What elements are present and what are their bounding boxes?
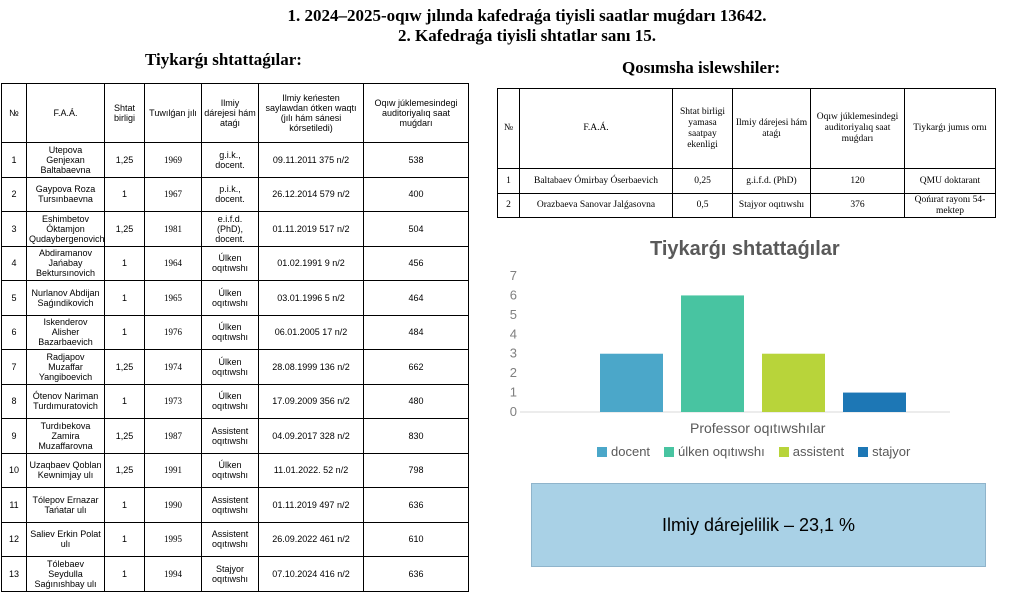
cell-degree: Assistent oqıtıwshı (202, 522, 259, 557)
cell-rate: 1,25 (105, 453, 145, 488)
cell-hours: 464 (364, 281, 469, 316)
chart-title: Tiykarǵı shtattaǵılar (650, 238, 840, 260)
table-row (2, 453, 469, 488)
cell-rate: 1 (105, 522, 145, 557)
header-cell: F.A.Á. (520, 89, 673, 169)
cell-n: 2 (2, 177, 27, 212)
header-cell: Oqıw júklemesindegi auditoriyalıq saat muǵdarı (364, 84, 469, 143)
bar-chart (490, 228, 1010, 480)
header-cell: № (2, 84, 27, 143)
cell-n: 2 (498, 194, 520, 218)
table-row (2, 488, 469, 523)
cell-elected: 07.10.2024 416 n/2 (259, 557, 364, 592)
cell-elected: 26.12.2014 579 n/2 (259, 177, 364, 212)
header-cell: № (498, 89, 520, 169)
cell-degree: g.i.f.d. (PhD) (733, 169, 811, 194)
cell-hours: 484 (364, 315, 469, 350)
cell-elected: 26.09.2022 461 n/2 (259, 522, 364, 557)
cell-rate: 1 (105, 557, 145, 592)
legend-item (858, 444, 910, 459)
extra-staff-table (497, 88, 996, 218)
cell-year: 1965 (145, 281, 202, 316)
cell-name: Eshimbetov Óktamjon Qudaybergenovich (27, 212, 105, 247)
y-tick-label: 1 (509, 384, 517, 400)
cell-rate: 1 (105, 488, 145, 523)
cell-hours: 480 (364, 384, 469, 419)
y-tick-label: 6 (509, 287, 517, 303)
legend-item (779, 444, 844, 459)
cell-hours: 830 (364, 419, 469, 454)
table-row (2, 419, 469, 454)
cell-year: 1973 (145, 384, 202, 419)
table-row (498, 169, 996, 194)
cell-hours: 662 (364, 350, 469, 385)
cell-year: 1976 (145, 315, 202, 350)
cell-elected: 11.01.2022. 52 n/2 (259, 453, 364, 488)
cell-year: 1995 (145, 522, 202, 557)
header-cell: Shtat birligi (105, 84, 145, 143)
cell-elected: 28.08.1999 136 n/2 (259, 350, 364, 385)
table-row (2, 384, 469, 419)
cell-n: 11 (2, 488, 27, 523)
cell-n: 1 (498, 169, 520, 194)
legend-label: assistent (792, 444, 845, 459)
header-cell: Ilmiy dárejesi hám ataǵı (733, 89, 811, 169)
cell-elected: 04.09.2017 328 n/2 (259, 419, 364, 454)
cell-name: Orazbaeva Sanovar Jalǵasovna (520, 194, 673, 218)
chart-x-axis-label: Professor oqıtıwshılar (690, 420, 826, 436)
cell-rate: 1 (105, 315, 145, 350)
cell-hours: 376 (811, 194, 905, 218)
cell-degree: e.i.f.d. (PhD), docent. (202, 212, 259, 247)
cell-name: Gaypova Roza Tursınbaevna (27, 177, 105, 212)
cell-name: Uzaqbaev Qoblan Kewnimjay ulı (27, 453, 105, 488)
cell-n: 7 (2, 350, 27, 385)
legend-swatch (597, 447, 607, 457)
main-staff-title: Tiykarǵı shtattaǵılar: (145, 50, 302, 69)
header-cell: F.A.Á. (27, 84, 105, 143)
cell-year: 1967 (145, 177, 202, 212)
cell-rate: 1 (105, 281, 145, 316)
cell-n: 13 (2, 557, 27, 592)
legend-label: stajyor (872, 444, 911, 459)
cell-year: 1974 (145, 350, 202, 385)
legend-swatch (858, 447, 868, 457)
table-row (2, 281, 469, 316)
cell-hours: 538 (364, 143, 469, 178)
cell-rate: 1 (105, 246, 145, 281)
cell-degree: Úlken oqıtıwshı (202, 350, 259, 385)
main-staff-table (1, 83, 469, 592)
cell-rate: 0,25 (673, 169, 733, 194)
table-row (2, 350, 469, 385)
cell-rate: 1,25 (105, 350, 145, 385)
legend-label: docent (611, 444, 651, 459)
cell-n: 8 (2, 384, 27, 419)
table-row (2, 143, 469, 178)
bar-0 (600, 354, 663, 412)
y-tick-label: 4 (509, 326, 517, 342)
table-row (498, 194, 996, 218)
y-tick-label: 5 (509, 306, 517, 322)
cell-hours: 610 (364, 522, 469, 557)
cell-elected: 01.11.2019 497 n/2 (259, 488, 364, 523)
legend-swatch (779, 447, 789, 457)
cell-hours: 120 (811, 169, 905, 194)
header-cell: Tuwılǵan jılı (145, 84, 202, 143)
cell-degree: Stajyor oqıtıwshı (202, 557, 259, 592)
legend-swatch (664, 447, 674, 457)
extra-staff-title: Qosımsha islewshiler: (622, 58, 781, 77)
bar-2 (762, 354, 825, 412)
cell-hours: 798 (364, 453, 469, 488)
legend-item (664, 444, 765, 459)
bar-3 (843, 393, 906, 412)
legend-label: úlken oqıtıwshı (678, 444, 765, 459)
legend-item (597, 444, 650, 459)
cell-name: Abdiramanov Jańabay Bektursınovich (27, 246, 105, 281)
cell-hours: 456 (364, 246, 469, 281)
cell-n: 10 (2, 453, 27, 488)
cell-elected: 17.09.2009 356 n/2 (259, 384, 364, 419)
cell-degree: Assistent oqıtıwshı (202, 419, 259, 454)
cell-year: 1987 (145, 419, 202, 454)
cell-name: Utepova Genjexan Baltabaevna (27, 143, 105, 178)
cell-name: Saliev Erkin Polat ulı (27, 522, 105, 557)
table-row (2, 177, 469, 212)
table-row (2, 557, 469, 592)
cell-name: Baltabaev Ómirbay Óserbaevich (520, 169, 673, 194)
cell-elected: 03.01.1996 5 n/2 (259, 281, 364, 316)
degree-percentage-box: Ilmiy dárejelilik – 23,1 % (531, 483, 986, 567)
cell-rate: 0,5 (673, 194, 733, 218)
cell-name: Radjapov Muzaffar Yangiboevich (27, 350, 105, 385)
cell-hours: 636 (364, 488, 469, 523)
cell-rate: 1 (105, 384, 145, 419)
page-heading (0, 6, 1024, 46)
table-header-row (2, 84, 469, 143)
heading-line-2: 2. Kafedraǵa tiyisli shtatlar sanı 15. (398, 26, 656, 45)
cell-elected: 01.02.1991 9 n/2 (259, 246, 364, 281)
cell-n: 6 (2, 315, 27, 350)
table-row (2, 246, 469, 281)
cell-year: 1994 (145, 557, 202, 592)
y-tick-label: 7 (509, 268, 517, 283)
table-row (2, 315, 469, 350)
chart-legend (597, 444, 924, 459)
cell-degree: Assistent oqıtıwshı (202, 488, 259, 523)
header-cell: Tiykarǵı jumıs ornı (905, 89, 996, 169)
cell-rate: 1,25 (105, 212, 145, 247)
cell-name: Iskenderov Alisher Bazarbaevich (27, 315, 105, 350)
cell-name: Tólebaev Seydulla Saǵınıshbay ulı (27, 557, 105, 592)
y-tick-label: 0 (509, 404, 517, 419)
cell-name: Turdıbekova Zamira Muzaffarovna (27, 419, 105, 454)
heading-line-1: 1. 2024–2025-oqıw jılında kafedraǵa tiyisli saatlar muǵdarı 13642. (287, 6, 767, 25)
cell-elected: 06.01.2005 17 n/2 (259, 315, 364, 350)
y-tick-label: 2 (509, 365, 517, 381)
y-tick-label: 3 (509, 345, 517, 361)
cell-rate: 1,25 (105, 419, 145, 454)
cell-year: 1981 (145, 212, 202, 247)
header-cell: Oqıw júklemesindegi auditoriyalıq saat muǵdarı (811, 89, 905, 169)
cell-n: 1 (2, 143, 27, 178)
cell-n: 3 (2, 212, 27, 247)
cell-degree: Úlken oqıtıwshı (202, 246, 259, 281)
cell-rate: 1 (105, 177, 145, 212)
cell-year: 1990 (145, 488, 202, 523)
header-cell: Ilmiy dárejesi hám ataǵı (202, 84, 259, 143)
cell-hours: 636 (364, 557, 469, 592)
cell-name: Tólepov Ernazar Tańatar ulı (27, 488, 105, 523)
cell-degree: p.i.k., docent. (202, 177, 259, 212)
cell-degree: Úlken oqıtıwshı (202, 281, 259, 316)
cell-n: 12 (2, 522, 27, 557)
cell-year: 1964 (145, 246, 202, 281)
table-row (2, 212, 469, 247)
cell-degree: Úlken oqıtıwshı (202, 453, 259, 488)
cell-rate: 1,25 (105, 143, 145, 178)
cell-n: 4 (2, 246, 27, 281)
cell-year: 1969 (145, 143, 202, 178)
bar-1 (681, 295, 744, 412)
table-row (2, 522, 469, 557)
cell-work: QMU doktarant (905, 169, 996, 194)
table-header-row (498, 89, 996, 169)
cell-elected: 09.11.2011 375 n/2 (259, 143, 364, 178)
cell-hours: 400 (364, 177, 469, 212)
cell-n: 5 (2, 281, 27, 316)
cell-degree: g.i.k., docent. (202, 143, 259, 178)
cell-degree: Úlken oqıtıwshı (202, 384, 259, 419)
cell-name: Ótenov Nariman Turdımuratovich (27, 384, 105, 419)
cell-elected: 01.11.2019 517 n/2 (259, 212, 364, 247)
cell-year: 1991 (145, 453, 202, 488)
cell-n: 9 (2, 419, 27, 454)
header-cell: Shtat birligi yamasa saatpay ekenligi (673, 89, 733, 169)
cell-name: Nurlanov Abdijan Saǵındikovich (27, 281, 105, 316)
cell-hours: 504 (364, 212, 469, 247)
cell-degree: Úlken oqıtıwshı (202, 315, 259, 350)
header-cell: Ilmiy keńesten saylawdan ótken waqtı (jılı hám sánesi kórsetiledi) (259, 84, 364, 143)
cell-degree: Stajyor oqıtıwshı (733, 194, 811, 218)
cell-work: Qońırat rayonı 54-mektep (905, 194, 996, 218)
